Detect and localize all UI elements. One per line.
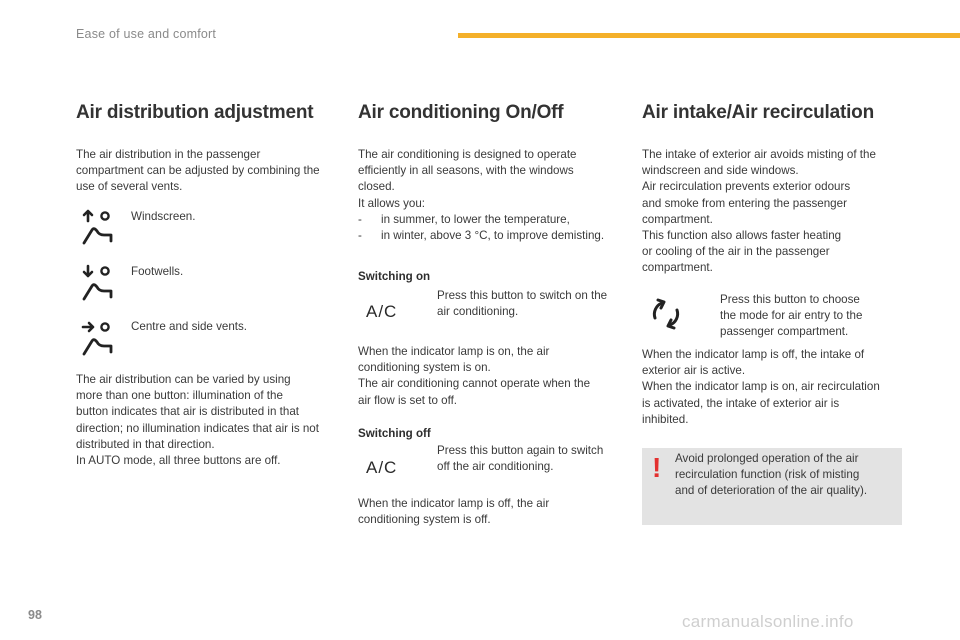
warning-exclamation-icon: ! bbox=[652, 452, 662, 483]
windscreen-label: Windscreen. bbox=[131, 210, 196, 223]
recirculation-instruction: Press this button to choose the mode for air entry to the passenger compartment. bbox=[720, 293, 863, 339]
list-item: - in winter, above 3 °C, to improve demisting. bbox=[358, 229, 605, 243]
air-distribution-title: Air distribution adjustment bbox=[76, 102, 314, 123]
air-distribution-intro: The air distribution in the passenger compartment can be adjusted by combining the use of several vents. bbox=[76, 148, 320, 194]
list-item: - in summer, to lower the temperature, bbox=[358, 212, 570, 226]
air-distribution-details: The air distribution can be varied by using more than one button: illumination of the button indicates that air is distributed in that direction; no illumination indicates that air is not distributed in that direction. In AUTO mode, all three buttons are off. bbox=[76, 373, 319, 468]
ac-off-button: A/C bbox=[366, 458, 398, 477]
switching-off-heading: Switching off bbox=[358, 427, 431, 440]
recirculation-description: When the indicator lamp is off, the intake of exterior air is active. When the indicator lamp is on, air recirculation is activated, the intake of exterior air is inhibited. bbox=[642, 348, 880, 426]
section-title: Ease of use and comfort bbox=[76, 27, 217, 41]
centre-side-vents-label: Centre and side vents. bbox=[131, 320, 248, 333]
air-intake-title: Air intake/Air recirculation bbox=[642, 102, 874, 123]
air-conditioning-title: Air conditioning On/Off bbox=[358, 102, 564, 123]
warning-note bbox=[642, 448, 902, 525]
recirculation-icon bbox=[648, 296, 684, 332]
ac-on-button: A/C bbox=[366, 302, 398, 321]
page-number: 98 bbox=[28, 608, 42, 622]
air-intake-intro: The intake of exterior air avoids misting of the windscreen and side windows. Air recirculation prevents exterior odours and smoke from entering the passenger compartment. This function also allows faster heating or cooling of the air in the passenger compartment. bbox=[642, 148, 876, 275]
ac-on-description: When the indicator lamp is on, the air conditioning system is on. The air conditioning cannot operate when the air flow is set to off. bbox=[358, 345, 591, 407]
ac-off-description: When the indicator lamp is off, the air conditioning system is off. bbox=[358, 497, 550, 527]
header-accent-bar bbox=[458, 33, 960, 38]
warning-note-text: Avoid prolonged operation of the air recirculation function (risk of misting and of deterioration of the air quality). bbox=[675, 452, 868, 498]
watermark: carmanualsonline.info bbox=[682, 612, 854, 631]
ac-on-instruction: Press this button to switch on the air conditioning. bbox=[437, 289, 608, 319]
air-conditioning-intro: The air conditioning is designed to operate efficiently in all seasons, with the windows closed. It allows you: - in summer, to lower the temperature, - in winter, above 3 °C, to improve demisting. bbox=[358, 147, 628, 244]
footwell-vent-icon bbox=[80, 264, 116, 302]
windscreen-vent-icon bbox=[80, 208, 116, 246]
footwells-label: Footwells. bbox=[131, 265, 184, 278]
centre-side-vent-icon bbox=[80, 319, 116, 357]
ac-off-instruction: Press this button again to switch off the air conditioning. bbox=[437, 444, 604, 474]
switching-on-heading: Switching on bbox=[358, 270, 431, 283]
